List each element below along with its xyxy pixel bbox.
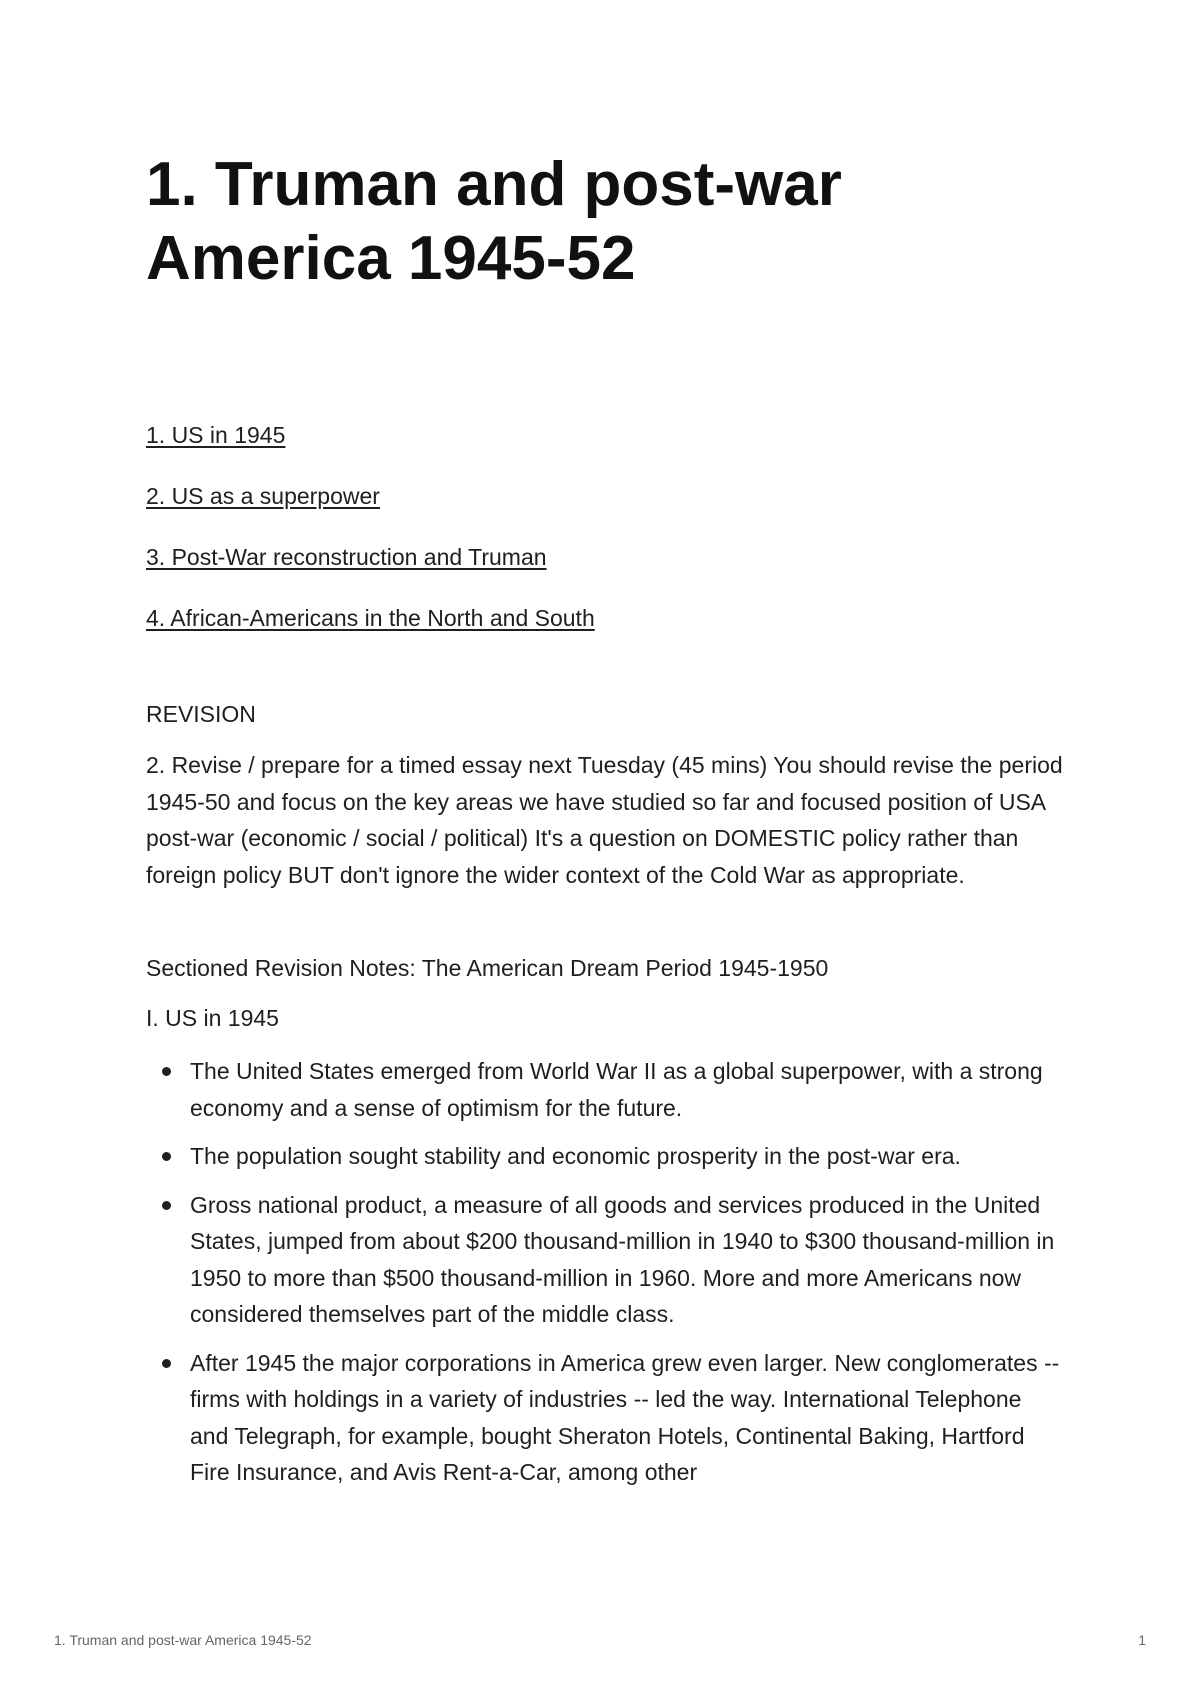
list-item — [190, 1345, 1066, 1491]
bullet-dot-icon — [162, 1067, 171, 1076]
page-footer — [54, 1632, 1146, 1648]
list-item-text: The United States emerged from World War II as a global superpower, with a strong economy and a sense of optimism for the future. — [190, 1058, 1043, 1121]
footer-document-title: 1. Truman and post-war America 1945-52 — [54, 1632, 312, 1648]
footer-page-number: 1 — [1138, 1632, 1146, 1648]
notes-heading: Sectioned Revision Notes: The American Dream Period 1945-1950 — [146, 955, 829, 981]
bullet-list — [146, 1053, 1066, 1491]
bullet-dot-icon — [162, 1201, 171, 1210]
list-item — [190, 1138, 1066, 1175]
toc-link-us-in-1945[interactable]: 1. US in 1945 — [146, 422, 286, 448]
toc-link-african-americans[interactable]: 4. African-Americans in the North and South — [146, 605, 595, 631]
list-item — [190, 1187, 1066, 1333]
toc-link-us-superpower[interactable]: 2. US as a superpower — [146, 483, 380, 509]
toc-link-post-war-reconstruction[interactable]: 3. Post-War reconstruction and Truman — [146, 544, 547, 570]
section-heading: I. US in 1945 — [146, 1005, 279, 1031]
bullet-dot-icon — [162, 1359, 171, 1368]
revision-paragraph: 2. Revise / prepare for a timed essay next Tuesday (45 mins) You should revise the period 1945-50 and focus on the key areas we have studied so far and focused position of USA post-war (economic / social / political) It's a question on DOMESTIC policy rather than foreign policy BUT don't ignore the wider context of the Cold War as appropriate. — [146, 752, 1063, 888]
page-title: 1. Truman and post-war America 1945-52 — [146, 150, 842, 293]
bullet-dot-icon — [162, 1152, 171, 1161]
document-content — [146, 148, 1066, 1503]
table-of-contents — [146, 420, 1066, 633]
revision-heading: REVISION — [146, 701, 256, 727]
list-item-text: After 1945 the major corporations in America grew even larger. New conglomerates -- firms with holdings in a variety of industries -- led the way. International Telephone and Telegraph, for example, bought Sheraton Hotels, Continental Baking, Hartford Fire Insurance, and Avis Rent-a-Car, among other — [190, 1349, 1060, 1485]
list-item-text: Gross national product, a measure of all goods and services produced in the United States, jumped from about $200 thousand-million in 1940 to $300 thousand-million in 1950 to more than $500 thousand-million in 1960. More and more Americans now considered themselves part of the middle class. — [190, 1191, 1055, 1327]
list-item-text: The population sought stability and economic prosperity in the post-war era. — [190, 1143, 961, 1169]
list-item — [190, 1053, 1066, 1126]
